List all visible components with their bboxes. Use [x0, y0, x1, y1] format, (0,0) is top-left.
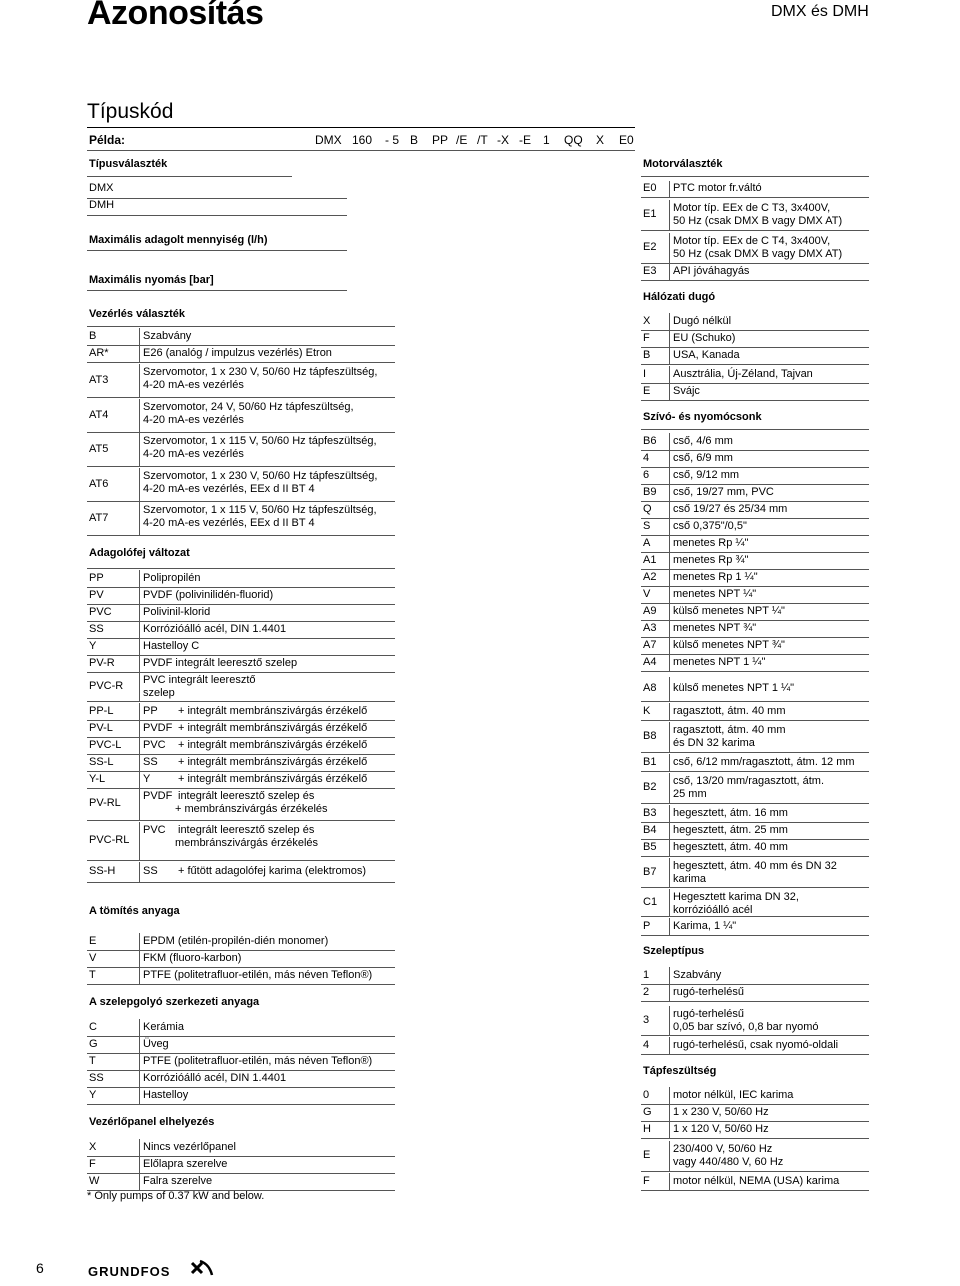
example-label: Példa:	[89, 133, 126, 147]
row-description: Kerámia	[143, 1020, 184, 1033]
row-description: cső 19/27 és 25/34 mm	[673, 502, 788, 515]
row-description: hegesztett, átm. 16 mm	[673, 806, 788, 819]
row-code: E2	[643, 241, 657, 253]
list-item	[641, 984, 869, 1001]
row-code: 0	[643, 1088, 650, 1101]
row-code: 2	[643, 985, 650, 998]
row-code: 1	[643, 968, 650, 981]
row-code: P	[643, 919, 651, 932]
row-description: 50 Hz (csak DMX B vagy DMX AT)	[673, 248, 843, 260]
row-code: 6	[643, 468, 650, 481]
row-code: Maximális nyomás [bar]	[89, 274, 214, 286]
row-description: Polivinil-klorid	[143, 605, 211, 618]
list-item	[641, 347, 869, 364]
row-code: B4	[643, 823, 657, 836]
list-item	[87, 1070, 395, 1087]
row-code: B5	[643, 840, 657, 853]
list-item	[641, 677, 869, 701]
row-description: integrált leeresztő szelep és	[178, 790, 315, 802]
section-heading: Vezérlés választék	[89, 308, 186, 320]
list-item	[87, 1019, 395, 1036]
row-code: Y	[89, 639, 97, 652]
list-item	[641, 1037, 869, 1054]
list-item	[87, 862, 395, 882]
list-item	[641, 703, 869, 720]
row-code: DMX	[89, 182, 114, 194]
row-code: PV-L	[89, 721, 113, 734]
row-description: integrált leeresztő szelep és	[178, 824, 315, 836]
list-item	[641, 1121, 869, 1138]
row-description: Dugó nélkül	[673, 314, 732, 327]
list-item	[641, 722, 869, 752]
row-description: rugó-terhelésű	[673, 1008, 744, 1020]
example-code: QQ	[564, 133, 583, 147]
footnote: * Only pumps of 0.37 kW and below.	[87, 1190, 265, 1202]
row-description: SS	[143, 865, 158, 877]
row-description: SS	[143, 755, 158, 768]
row-code: B	[89, 329, 97, 342]
row-code: AT7	[89, 511, 109, 524]
row-code: B9	[643, 485, 657, 498]
row-code: SS-H	[89, 865, 116, 877]
row-code: E1	[643, 208, 657, 220]
section-heading: Szívó- és nyomócsonk	[643, 411, 762, 423]
page-number: 6	[36, 1260, 44, 1276]
row-description: + membránszivárgás érzékelés	[175, 803, 328, 815]
list-item	[641, 805, 869, 822]
row-description: cső 0,375"/0,5"	[673, 519, 747, 532]
row-description: PVDF	[143, 790, 173, 802]
row-description: Szervomotor, 1 x 115 V, 50/60 Hz tápfeszültség,	[143, 435, 377, 447]
row-description: Karima, 1 ¼"	[673, 919, 737, 932]
row-description: Üveg	[143, 1037, 169, 1050]
row-description: 4-20 mA-es vezérlés	[143, 448, 244, 460]
section-heading: Tápfeszültség	[643, 1065, 717, 1077]
list-item	[641, 754, 869, 771]
list-item	[641, 1173, 869, 1190]
row-description: PTFE (politetrafluor-etilén, más néven Teflon®)	[143, 968, 373, 981]
list-item	[87, 1053, 395, 1070]
row-description: cső, 6/12 mm/ragasztott, átm. 12 mm	[673, 755, 855, 768]
row-description: menetes Rp ¼"	[673, 536, 749, 549]
row-description: Előlapra szerelve	[143, 1157, 228, 1170]
row-description: 25 mm	[673, 788, 707, 800]
row-description: membránszivárgás érzékelés	[175, 837, 319, 849]
row-description: PVC	[143, 824, 166, 836]
row-code: PV	[89, 588, 104, 601]
example-code: 160	[352, 133, 373, 147]
row-description: Korrózióálló acél, DIN 1.4401	[143, 622, 287, 635]
row-description: PVDF	[143, 721, 173, 734]
row-code: A8	[643, 682, 657, 694]
row-code: SS	[89, 1071, 104, 1084]
list-item	[641, 1006, 869, 1035]
row-code: E3	[643, 264, 657, 277]
list-item	[641, 967, 869, 984]
row-description: vagy 440/480 V, 60 Hz	[673, 1156, 784, 1168]
list-item	[87, 771, 395, 788]
row-description: cső, 4/6 mm	[673, 434, 733, 447]
row-description: PTC motor fr.váltó	[673, 182, 762, 194]
list-item	[641, 181, 869, 197]
row-code: T	[89, 1054, 96, 1067]
row-description: 4-20 mA-es vezérlés	[143, 379, 244, 391]
row-description: 230/400 V, 50/60 Hz	[673, 1143, 773, 1155]
row-code: 4	[643, 1038, 650, 1051]
row-code: X	[643, 314, 651, 327]
example-code: PP	[432, 133, 449, 147]
row-description: cső, 19/27 mm, PVC	[673, 485, 774, 498]
list-item	[641, 552, 869, 569]
row-code: AR*	[89, 346, 109, 359]
row-description: FKM (fluoro-karbon)	[143, 951, 242, 964]
list-item	[87, 1139, 395, 1156]
row-code: B8	[643, 730, 657, 742]
example-code: DMX	[315, 133, 342, 147]
row-code: PVC-R	[89, 679, 124, 692]
row-code: PP	[89, 571, 104, 584]
list-item	[87, 1156, 395, 1173]
row-description: EPDM (etilén-propilén-dién monomer)	[143, 934, 329, 947]
list-item	[641, 603, 869, 620]
row-description: cső, 13/20 mm/ragasztott, átm.	[673, 775, 825, 787]
row-code: AT5	[89, 442, 109, 455]
section-heading: A tömítés anyaga	[89, 905, 180, 917]
row-description: hegesztett, átm. 40 mm	[673, 840, 788, 853]
row-description: Motor típ. EEx de C T3, 3x400V,	[673, 202, 831, 214]
row-description: hegesztett, átm. 40 mm és DN 32	[673, 860, 837, 872]
row-code: Q	[643, 502, 652, 515]
row-description: Szabvány	[143, 329, 192, 342]
row-description: külső menetes NPT 1 ¼"	[673, 682, 795, 694]
row-code: S	[643, 519, 651, 532]
row-code: 4	[643, 451, 650, 464]
row-code: 3	[643, 1013, 650, 1026]
row-code: C	[89, 1020, 97, 1033]
list-item	[87, 399, 395, 432]
section-heading: A szelepgolyó szerkezeti anyaga	[89, 996, 260, 1008]
row-code: C1	[643, 895, 658, 908]
list-item	[641, 637, 869, 654]
list-item	[87, 672, 395, 701]
row-code: E	[89, 934, 97, 947]
row-description: hegesztett, átm. 25 mm	[673, 823, 788, 836]
row-description: 4-20 mA-es vezérlés, EEx d II BT 4	[143, 483, 315, 495]
row-code: G	[643, 1105, 652, 1118]
example-code: B	[410, 133, 419, 147]
row-code: T	[89, 968, 96, 981]
row-description: + integrált membránszivárgás érzékelő	[178, 704, 368, 717]
section-heading: Adagolófej változat	[89, 547, 190, 559]
list-item	[87, 754, 395, 771]
row-description: Szervomotor, 1 x 115 V, 50/60 Hz tápfeszültség,	[143, 504, 377, 516]
row-description: Hastelloy C	[143, 639, 200, 652]
section-heading: Motorválaszték	[643, 158, 723, 170]
row-code: Maximális adagolt mennyiség (l/h)	[89, 234, 268, 246]
row-code: B1	[643, 755, 657, 768]
row-code: B2	[643, 781, 657, 793]
row-description: + integrált membránszivárgás érzékelő	[178, 721, 368, 734]
row-code: Y	[89, 1088, 97, 1101]
row-description: Nincs vezérlőpanel	[143, 1140, 236, 1153]
list-item	[87, 822, 395, 860]
example-code: E0	[619, 133, 634, 147]
row-description: motor nélkül, NEMA (USA) karima	[673, 1174, 840, 1187]
example-row	[87, 128, 635, 150]
row-description: szelep	[143, 687, 175, 699]
row-description: API jóváhagyás	[673, 264, 750, 277]
list-item	[87, 587, 395, 604]
row-code: AT4	[89, 408, 109, 421]
list-item	[87, 1036, 395, 1053]
row-code: V	[89, 951, 97, 964]
row-code: V	[643, 587, 651, 600]
row-code: F	[89, 1157, 96, 1170]
row-code: E	[643, 384, 651, 397]
row-description: Hegesztett karima DN 32,	[673, 891, 799, 903]
list-item	[641, 383, 869, 400]
list-item	[641, 501, 869, 518]
list-item	[641, 1104, 869, 1121]
row-description: USA, Kanada	[673, 348, 740, 361]
list-item	[641, 330, 869, 347]
list-item	[641, 535, 869, 552]
list-item	[87, 502, 395, 535]
row-code: B6	[643, 434, 657, 447]
list-item	[641, 450, 869, 467]
list-item	[641, 263, 869, 280]
row-description: + integrált membránszivárgás érzékelő	[178, 738, 368, 751]
list-item	[87, 468, 395, 501]
row-code: I	[643, 367, 647, 380]
row-code: H	[643, 1122, 651, 1135]
list-item	[641, 858, 869, 887]
list-item	[641, 1087, 869, 1104]
grundfos-logo	[88, 1257, 216, 1286]
list-item	[87, 703, 395, 720]
row-code: PVC	[89, 605, 112, 618]
row-description: PVDF integrált leeresztő szelep	[143, 656, 298, 669]
list-item	[641, 366, 869, 383]
list-item	[87, 950, 395, 967]
row-code: W	[89, 1174, 100, 1187]
row-code: A	[643, 536, 651, 549]
row-description: Motor típ. EEx de C T4, 3x400V,	[673, 235, 831, 247]
example-code: X	[596, 133, 605, 147]
row-code: E0	[643, 182, 657, 194]
row-code: DMH	[89, 199, 115, 211]
row-description: Szabvány	[673, 968, 722, 981]
row-code: A4	[643, 655, 657, 668]
list-item	[641, 200, 869, 230]
example-code: -X	[497, 133, 509, 147]
list-item	[641, 433, 869, 450]
row-code: PVC-L	[89, 738, 122, 751]
row-code: Y-L	[89, 772, 106, 785]
row-description: Falra szerelve	[143, 1174, 213, 1187]
row-description: + integrált membránszivárgás érzékelő	[178, 772, 368, 785]
list-item	[641, 1141, 869, 1171]
row-code: A3	[643, 621, 657, 634]
row-code: A1	[643, 553, 657, 566]
row-code: AT3	[89, 373, 109, 386]
row-code: X	[89, 1140, 97, 1153]
row-description: Svájc	[673, 384, 700, 397]
row-description: külső menetes NPT ¼"	[673, 604, 785, 617]
row-code: F	[643, 331, 650, 344]
list-item	[641, 233, 869, 263]
row-description: menetes Rp 1 ¼"	[673, 570, 758, 583]
row-code: K	[643, 704, 651, 717]
row-code: B	[643, 348, 651, 361]
row-description: menetes Rp ¾"	[673, 553, 749, 566]
list-item	[87, 328, 395, 345]
example-code: 1	[543, 133, 550, 147]
list-item	[87, 720, 395, 737]
list-item	[641, 773, 869, 803]
row-code: PVC-RL	[89, 834, 130, 846]
list-item	[641, 467, 869, 484]
row-description: motor nélkül, IEC karima	[673, 1088, 794, 1101]
row-description: korrózióálló acél	[673, 904, 753, 916]
row-description: + integrált membránszivárgás érzékelő	[178, 755, 368, 768]
row-description: ragasztott, átm. 40 mm	[673, 724, 786, 736]
list-item	[641, 620, 869, 637]
list-item	[87, 621, 395, 638]
list-item	[87, 345, 395, 362]
row-description: EU (Schuko)	[673, 331, 736, 344]
row-description: + fűtött adagolófej karima (elektromos)	[178, 865, 367, 877]
row-description: Korrózióálló acél, DIN 1.4401	[143, 1071, 287, 1084]
list-item	[87, 1173, 395, 1190]
row-code: E	[643, 1149, 651, 1161]
list-item	[641, 569, 869, 586]
list-item	[641, 586, 869, 603]
example-code: - 5	[385, 133, 400, 147]
example-code: -E	[519, 133, 531, 147]
row-code: G	[89, 1037, 98, 1050]
row-code: B3	[643, 806, 657, 819]
list-item	[641, 839, 869, 856]
row-description: 4-20 mA-es vezérlés	[143, 414, 244, 426]
row-code: F	[643, 1174, 650, 1187]
row-code: B7	[643, 865, 657, 878]
row-description: 50 Hz (csak DMX B vagy DMX AT)	[673, 215, 843, 227]
section-title: Típuskód	[87, 100, 174, 123]
row-description: cső, 9/12 mm	[673, 468, 740, 481]
row-description: PVC integrált leeresztő	[143, 674, 256, 686]
page-title: Azonosítás	[87, 0, 264, 32]
list-item	[87, 655, 395, 672]
row-description: rugó-terhelésű, csak nyomó-oldali	[673, 1038, 839, 1051]
row-description: Hastelloy	[143, 1088, 189, 1101]
product-name: DMX és DMH	[771, 3, 869, 20]
list-item	[87, 433, 395, 466]
row-code: A2	[643, 570, 657, 583]
row-description: cső, 6/9 mm	[673, 451, 733, 464]
row-description: PVDF (polivinilidén-fluorid)	[143, 588, 274, 601]
list-item	[87, 364, 395, 397]
list-item	[87, 933, 395, 950]
example-code: /E	[456, 133, 468, 147]
list-item	[87, 1087, 395, 1104]
row-description: menetes NPT ¾"	[673, 621, 757, 634]
list-item	[87, 638, 395, 655]
row-description: Ausztrália, Új-Zéland, Tajvan	[673, 367, 813, 380]
row-code: SS	[89, 622, 104, 635]
list-item	[641, 918, 869, 935]
list-item	[641, 518, 869, 535]
list-item	[87, 737, 395, 754]
row-description: külső menetes NPT ¾"	[673, 638, 785, 651]
row-description: 0,05 bar szívó, 0,8 bar nyomó	[673, 1021, 819, 1033]
example-code: /T	[477, 133, 488, 147]
list-item	[87, 570, 395, 587]
row-code: PV-RL	[89, 797, 121, 809]
list-item	[641, 654, 869, 671]
row-description: és DN 32 karima	[673, 737, 755, 749]
list-item	[641, 313, 869, 330]
section-heading: Típusválaszték	[89, 158, 168, 170]
row-code: SS-L	[89, 755, 114, 768]
row-description: PTFE (politetrafluor-etilén, más néven Teflon®)	[143, 1054, 373, 1067]
section-heading: Hálózati dugó	[643, 291, 716, 303]
row-description: 1 x 120 V, 50/60 Hz	[673, 1122, 769, 1135]
row-description: 1 x 230 V, 50/60 Hz	[673, 1105, 769, 1118]
row-description: rugó-terhelésű	[673, 985, 744, 998]
list-item	[87, 967, 395, 984]
row-description: 4-20 mA-es vezérlés, EEx d II BT 4	[143, 517, 315, 529]
row-code: A9	[643, 604, 657, 617]
list-item	[641, 889, 869, 916]
row-description: Polipropilén	[143, 571, 201, 584]
row-description: PVC	[143, 738, 166, 751]
list-item	[641, 484, 869, 501]
row-description: Szervomotor, 1 x 230 V, 50/60 Hz tápfeszültség,	[143, 366, 378, 378]
row-description: Szervomotor, 1 x 230 V, 50/60 Hz tápfeszültség,	[143, 470, 378, 482]
row-code: AT6	[89, 477, 109, 490]
row-description: Szervomotor, 24 V, 50/60 Hz tápfeszültség,	[143, 401, 354, 413]
list-item	[87, 604, 395, 621]
row-description: Y	[143, 772, 151, 785]
svg-text:GRUNDFOS: GRUNDFOS	[88, 1264, 171, 1279]
list-item	[87, 788, 395, 820]
row-code: A7	[643, 638, 657, 651]
row-code: PV-R	[89, 656, 115, 669]
list-item	[641, 822, 869, 839]
section-heading: Vezérlőpanel elhelyezés	[89, 1116, 215, 1128]
row-description: menetes NPT ¼"	[673, 587, 757, 600]
row-code: PP-L	[89, 704, 114, 717]
section-heading: Szeleptípus	[643, 945, 705, 957]
row-description: karima	[673, 873, 707, 885]
row-description: PP	[143, 704, 158, 717]
row-description: E26 (analóg / impulzus vezérlés) Etron	[143, 346, 332, 359]
row-description: ragasztott, átm. 40 mm	[673, 704, 786, 717]
row-description: menetes NPT 1 ¼"	[673, 655, 766, 668]
